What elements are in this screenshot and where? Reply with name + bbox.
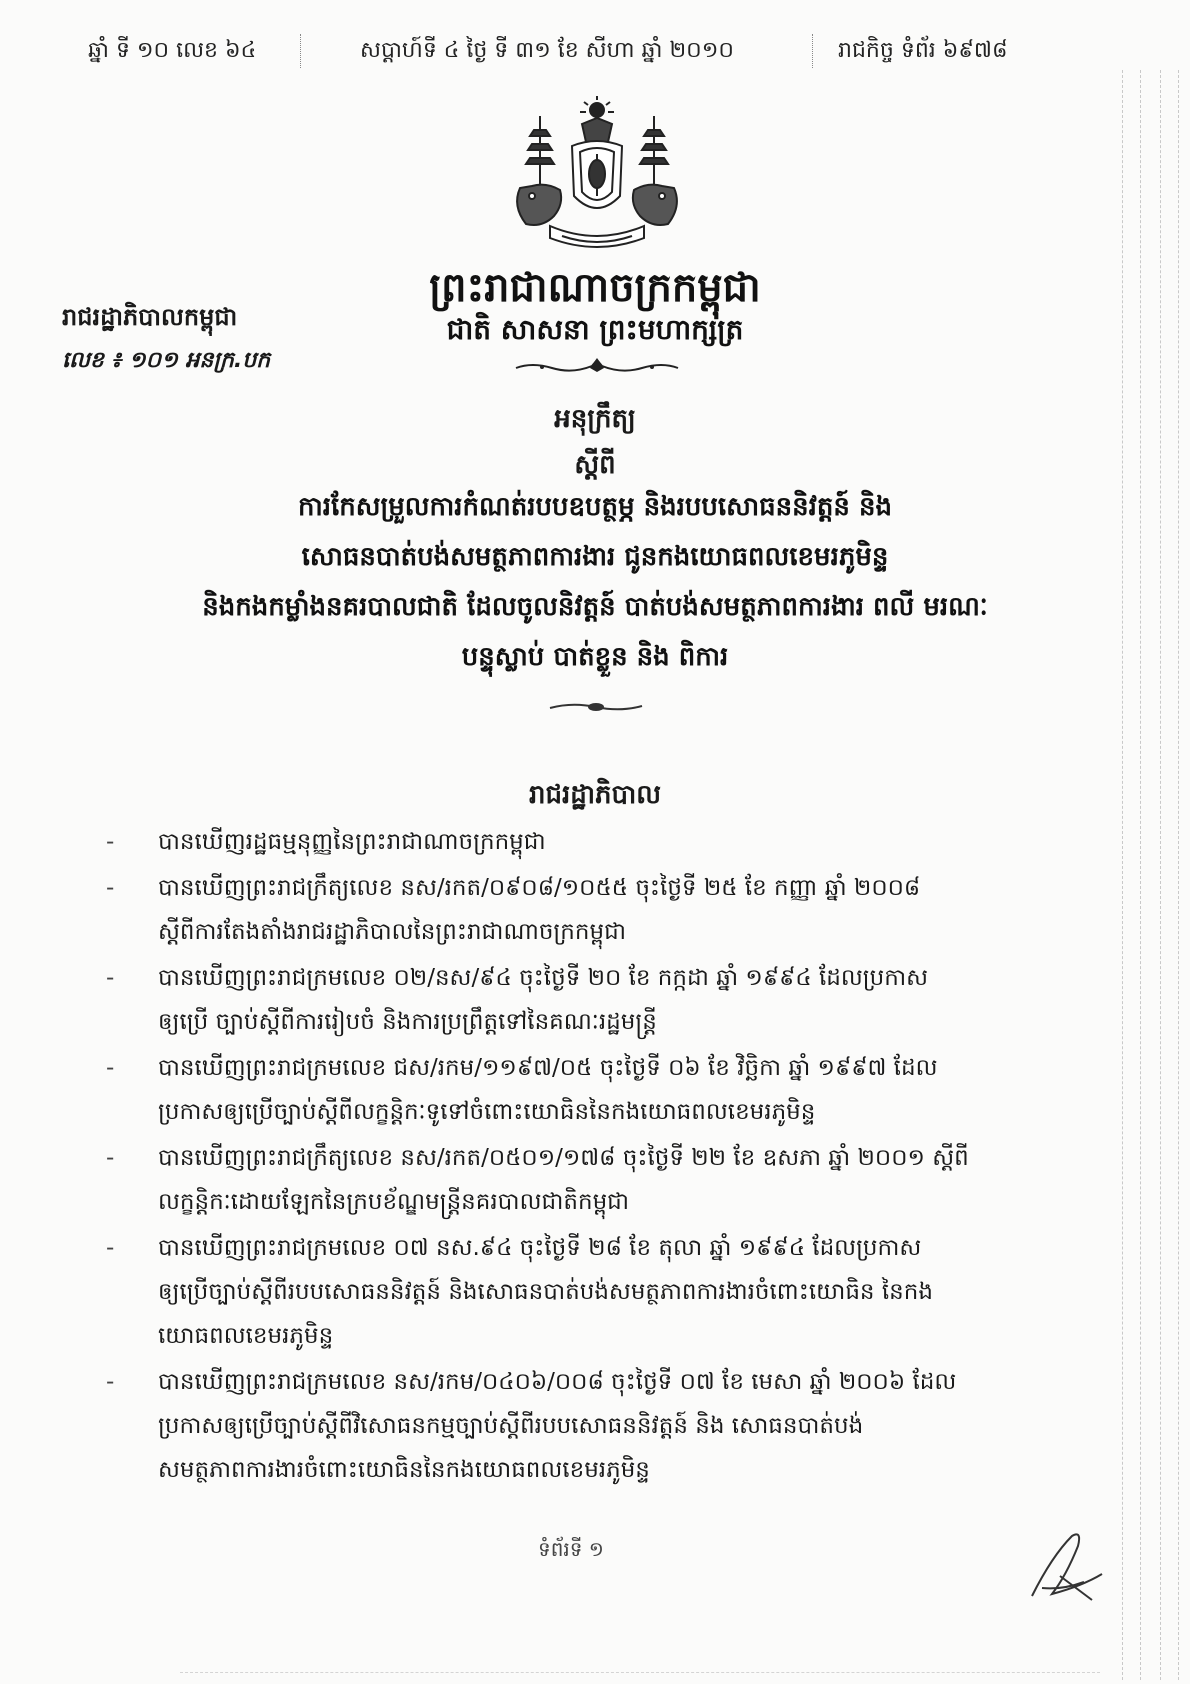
clause-line: បានឃើញរដ្ឋធម្មនុញ្ញនៃព្រះរាជាណាចក្រកម្ពុជា bbox=[158, 829, 546, 855]
ornament-divider-icon bbox=[548, 700, 644, 714]
section-title: រាជរដ្ឋាភិបាល bbox=[528, 780, 662, 810]
clause-dash: - bbox=[106, 1369, 115, 1395]
preamble-clause bbox=[106, 1360, 1018, 1492]
clause-dash: - bbox=[106, 1055, 115, 1081]
subject-line: និងកងកម្លាំងនគរបាលជាតិ ដែលចូលនិវត្តន៍ បាត់បង់សមត្ថភាពការងារ ពលី មរណៈ bbox=[202, 592, 988, 622]
preamble-clause bbox=[106, 956, 1018, 1044]
ornament-divider-icon bbox=[512, 356, 682, 376]
gazette-year-issue: ឆ្នាំ ទី ១០ លេខ ៦៤ bbox=[88, 38, 257, 63]
decree-number: លេខ ៖ ១០១ អនក្រ.បក bbox=[62, 348, 271, 373]
header-divider bbox=[300, 34, 301, 68]
clause-line: ប្រកាសឲ្យប្រើច្បាប់ស្ដីពីវិសោធនកម្មច្បាប់ស្ដីពីរបបសោធននិវត្តន៍ និង សោធនបាត់បង់ bbox=[158, 1413, 864, 1439]
clause-line: បានឃើញព្រះរាជក្រឹត្យលេខ នស/រកត/០៩០៨/១០៥៥ ចុះថ្ងៃទី ២៥ ខែ កញ្ញា ឆ្នាំ ២០០៨ bbox=[158, 875, 921, 901]
clause-dash: - bbox=[106, 965, 115, 991]
clause-line: លក្ខន្តិកៈដោយឡែកនៃក្របខ័ណ្ឌមន្ត្រីនគរបាលជាតិកម្ពុជា bbox=[158, 1189, 630, 1215]
page-number-label: ទំព័រទី ១ bbox=[538, 1537, 604, 1561]
scan-edge-line bbox=[180, 1672, 1100, 1673]
preamble-clause bbox=[106, 1136, 1018, 1224]
clause-line: បានឃើញព្រះរាជក្រមលេខ ០២/នស/៩៤ ចុះថ្ងៃទី ២០ ខែ កក្កដា ឆ្នាំ ១៩៩៤ ដែលប្រកាស bbox=[158, 965, 929, 991]
signature-icon bbox=[1022, 1516, 1112, 1616]
kingdom-title: ព្រះរាជាណាចក្រកម្ពុជា bbox=[429, 265, 761, 311]
preamble-clause bbox=[106, 866, 1018, 954]
binding-line bbox=[1178, 70, 1179, 1680]
clause-line: ឲ្យប្រើ ច្បាប់ស្ដីពីការរៀបចំ និងការប្រព្រឹត្តទៅនៃគណៈរដ្ឋមន្ត្រី bbox=[158, 1009, 657, 1035]
document-type: អនុក្រឹត្យ bbox=[554, 404, 636, 434]
clause-line: បានឃើញព្រះរាជក្រមលេខ ជស/រកម/១១៩៧/០៥ ចុះថ្ងៃទី ០៦ ខែ វិច្ឆិកា ឆ្នាំ ១៩៩៧ ដែល bbox=[158, 1055, 938, 1081]
clause-dash: - bbox=[106, 1235, 115, 1261]
clause-dash: - bbox=[106, 875, 115, 901]
binding-line bbox=[1140, 70, 1141, 1680]
header-divider bbox=[812, 34, 813, 68]
clause-line: បានឃើញព្រះរាជក្រឹត្យលេខ នស/រកត/០៥០១/១៧៨ ចុះថ្ងៃទី ២២ ខែ ឧសភា ឆ្នាំ ២០០១ ស្ដីពី bbox=[158, 1145, 969, 1171]
clause-line: បានឃើញព្រះរាជក្រមលេខ ០៧ នស.៩៤ ចុះថ្ងៃទី ២៨ ខែ តុលា ឆ្នាំ ១៩៩៤ ដែលប្រកាស bbox=[158, 1235, 922, 1261]
national-motto: ជាតិ សាសនា ព្រះមហាក្សត្រ bbox=[446, 313, 744, 346]
clause-line: ប្រកាសឲ្យប្រើច្បាប់ស្ដីពីលក្ខន្តិកៈទូទៅចំពោះយោធិននៃកងយោធពលខេមរភូមិន្ទ bbox=[158, 1099, 816, 1125]
royal-coat-of-arms-icon bbox=[502, 96, 692, 256]
binding-line bbox=[1122, 70, 1123, 1680]
clause-dash: - bbox=[106, 1145, 115, 1171]
document-about-label: ស្ដីពី bbox=[574, 450, 616, 480]
clause-dash: - bbox=[106, 829, 115, 855]
subject-line: សោធនបាត់បង់សមត្ថភាពការងារ ជូនកងយោធពលខេមរភូមិន្ទ bbox=[301, 542, 889, 572]
scan-binding-edge bbox=[1116, 0, 1190, 1684]
clause-line: យោធពលខេមរភូមិន្ទ bbox=[158, 1323, 334, 1349]
gazette-page-number: រាជកិច្ច ទំព័រ ៦៩៧៨ bbox=[838, 38, 1008, 63]
preamble-clause bbox=[106, 1046, 1018, 1134]
preamble-clause bbox=[106, 820, 1018, 864]
binding-line bbox=[1160, 70, 1161, 1680]
clause-line: ស្ដីពីការតែងតាំងរាជរដ្ឋាភិបាលនៃព្រះរាជាណាចក្រកម្ពុជា bbox=[158, 919, 626, 945]
subject-line: ការកែសម្រួលការកំណត់របបឧបត្ថម្ភ និងរបបសោធននិវត្តន៍ និង bbox=[298, 492, 892, 522]
preamble-clause bbox=[106, 1226, 1018, 1358]
clause-line: ឲ្យប្រើច្បាប់ស្ដីពីរបបសោធននិវត្តន៍ និងសោធនបាត់បង់សមត្ថភាពការងារចំពោះយោធិន នៃកង bbox=[158, 1279, 933, 1305]
subject-line: បន្ទុស្លាប់ បាត់ខ្លួន និង ពិការ bbox=[461, 642, 729, 672]
clause-line: បានឃើញព្រះរាជក្រមលេខ នស/រកម/០៤០៦/០០៨ ចុះថ្ងៃទី ០៧ ខែ មេសា ឆ្នាំ ២០០៦ ដែល bbox=[158, 1369, 957, 1395]
gazette-week-date: សប្ដាហ៍ទី ៤ ថ្ងៃ ទី ៣១ ខែ សីហា ឆ្នាំ ២០១០ bbox=[360, 38, 734, 63]
clause-line: សមត្ថភាពការងារចំពោះយោធិននៃកងយោធពលខេមរភូមិន្ទ bbox=[158, 1457, 650, 1483]
issuing-authority: រាជរដ្ឋាភិបាលកម្ពុជា bbox=[62, 303, 238, 331]
